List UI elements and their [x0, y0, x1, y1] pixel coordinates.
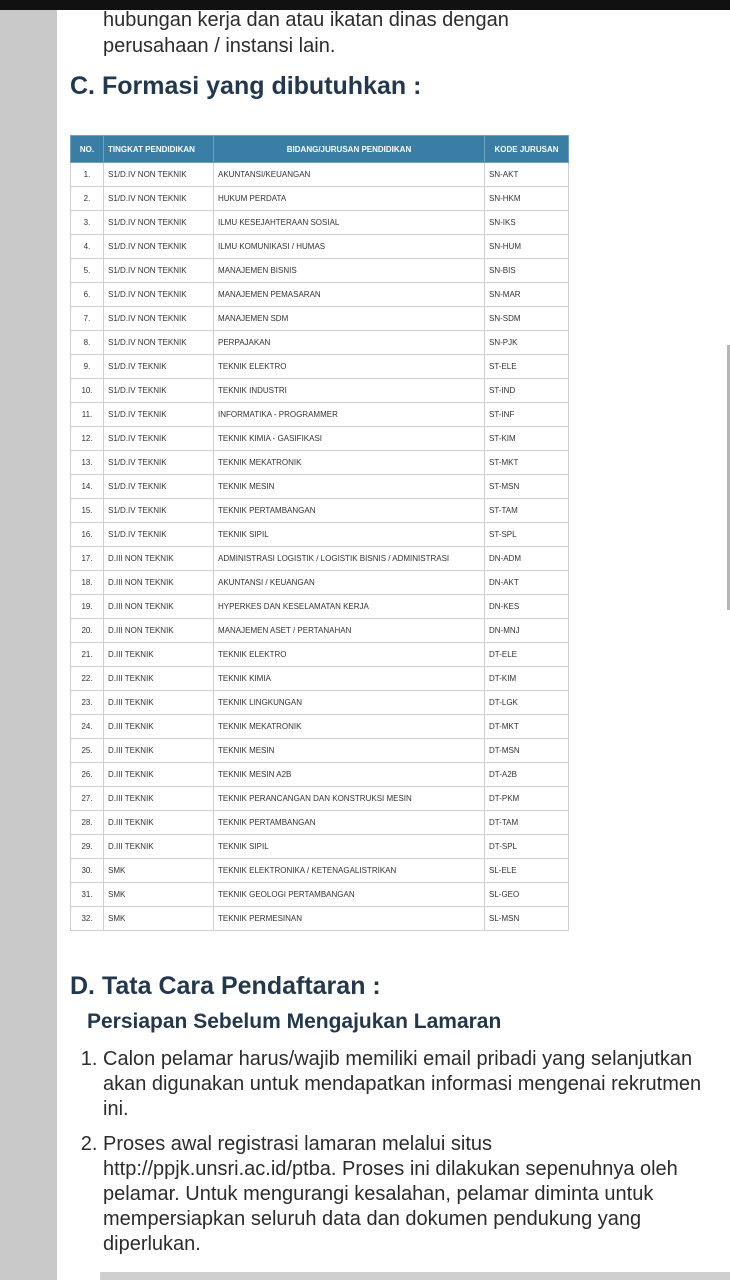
cell-bidang-jurusan: TEKNIK SIPIL [214, 835, 485, 859]
cell-bidang-jurusan: ILMU KESEJAHTERAAN SOSIAL [214, 211, 485, 235]
table-row [71, 571, 569, 595]
table-row [71, 547, 569, 571]
cell-kode-jurusan: SN-AKT [485, 163, 569, 187]
cell-bidang-jurusan: TEKNIK ELEKTRO [214, 643, 485, 667]
table-row [71, 835, 569, 859]
cell-bidang-jurusan: MANAJEMEN PEMASARAN [214, 283, 485, 307]
cell-bidang-jurusan: AKUNTANSI/KEUANGAN [214, 163, 485, 187]
cell-kode-jurusan: SN-BIS [485, 259, 569, 283]
table-row [71, 595, 569, 619]
cell-bidang-jurusan: TEKNIK GEOLOGI PERTAMBANGAN [214, 883, 485, 907]
cell-no: 21. [71, 643, 104, 667]
cell-tingkat-pendidikan: D.III TEKNIK [104, 715, 214, 739]
cell-kode-jurusan: DT-A2B [485, 763, 569, 787]
table-row [71, 499, 569, 523]
cell-kode-jurusan: SL-ELE [485, 859, 569, 883]
cell-kode-jurusan: DT-SPL [485, 835, 569, 859]
table-header-row [71, 136, 569, 163]
cell-tingkat-pendidikan: S1/D.IV TEKNIK [104, 499, 214, 523]
cell-kode-jurusan: ST-MKT [485, 451, 569, 475]
cell-no: 9. [71, 355, 104, 379]
cell-no: 20. [71, 619, 104, 643]
cell-kode-jurusan: DT-ELE [485, 643, 569, 667]
cell-tingkat-pendidikan: S1/D.IV NON TEKNIK [104, 163, 214, 187]
registration-steps-list [79, 1047, 703, 1267]
page-left-margin [0, 10, 57, 1280]
cell-kode-jurusan: DN-KES [485, 595, 569, 619]
cell-no: 29. [71, 835, 104, 859]
cell-kode-jurusan: ST-INF [485, 403, 569, 427]
table-row [71, 331, 569, 355]
cell-no: 28. [71, 811, 104, 835]
formasi-table [70, 135, 569, 931]
cell-kode-jurusan: DN-ADM [485, 547, 569, 571]
cell-tingkat-pendidikan: SMK [104, 907, 214, 931]
cell-no: 13. [71, 451, 104, 475]
cell-no: 5. [71, 259, 104, 283]
cell-kode-jurusan: DT-LGK [485, 691, 569, 715]
section-c-heading: C. Formasi yang dibutuhkan : [70, 72, 422, 100]
table-row [71, 619, 569, 643]
cell-no: 17. [71, 547, 104, 571]
cell-no: 1. [71, 163, 104, 187]
cell-kode-jurusan: SN-PJK [485, 331, 569, 355]
cell-bidang-jurusan: TEKNIK PERMESINAN [214, 907, 485, 931]
previous-line-1: hubungan kerja dan atau ikatan dinas dengan [103, 10, 509, 31]
table-row [71, 283, 569, 307]
cell-no: 7. [71, 307, 104, 331]
table-row [71, 787, 569, 811]
cell-bidang-jurusan: TEKNIK ELEKTRO [214, 355, 485, 379]
article-content [57, 10, 730, 1280]
cell-tingkat-pendidikan: D.III TEKNIK [104, 667, 214, 691]
cell-kode-jurusan: SN-MAR [485, 283, 569, 307]
table-row [71, 907, 569, 931]
cell-tingkat-pendidikan: S1/D.IV TEKNIK [104, 355, 214, 379]
cell-kode-jurusan: DT-TAM [485, 811, 569, 835]
header-tingkat-pendidikan: TINGKAT PENDIDIKAN [104, 136, 214, 163]
cell-kode-jurusan: DT-PKM [485, 787, 569, 811]
table-row [71, 475, 569, 499]
cell-no: 27. [71, 787, 104, 811]
previous-line-2: perusahaan / instansi lain. [103, 35, 336, 57]
cell-bidang-jurusan: TEKNIK KIMIA - GASIFIKASI [214, 427, 485, 451]
cell-kode-jurusan: ST-KIM [485, 427, 569, 451]
cell-tingkat-pendidikan: SMK [104, 883, 214, 907]
cell-no: 23. [71, 691, 104, 715]
cell-tingkat-pendidikan: SMK [104, 859, 214, 883]
cell-no: 2. [71, 187, 104, 211]
cell-tingkat-pendidikan: S1/D.IV TEKNIK [104, 523, 214, 547]
cell-tingkat-pendidikan: S1/D.IV NON TEKNIK [104, 211, 214, 235]
table-row [71, 355, 569, 379]
cell-tingkat-pendidikan: S1/D.IV TEKNIK [104, 451, 214, 475]
cell-bidang-jurusan: HUKUM PERDATA [214, 187, 485, 211]
table-row [71, 667, 569, 691]
cell-tingkat-pendidikan: D.III TEKNIK [104, 691, 214, 715]
table-row [71, 691, 569, 715]
cell-tingkat-pendidikan: D.III TEKNIK [104, 763, 214, 787]
cell-no: 30. [71, 859, 104, 883]
table-row [71, 715, 569, 739]
cell-tingkat-pendidikan: D.III NON TEKNIK [104, 595, 214, 619]
cell-tingkat-pendidikan: D.III TEKNIK [104, 643, 214, 667]
cell-no: 11. [71, 403, 104, 427]
cell-bidang-jurusan: TEKNIK KIMIA [214, 667, 485, 691]
cell-bidang-jurusan: TEKNIK SIPIL [214, 523, 485, 547]
table-row [71, 211, 569, 235]
table-row [71, 859, 569, 883]
cell-no: 4. [71, 235, 104, 259]
cell-bidang-jurusan: TEKNIK LINGKUNGAN [214, 691, 485, 715]
cell-bidang-jurusan: TEKNIK MESIN A2B [214, 763, 485, 787]
header-no: NO. [71, 136, 104, 163]
cell-tingkat-pendidikan: S1/D.IV NON TEKNIK [104, 331, 214, 355]
cell-no: 14. [71, 475, 104, 499]
cell-kode-jurusan: SL-GEO [485, 883, 569, 907]
cell-kode-jurusan: SN-IKS [485, 211, 569, 235]
section-d-subheading: Persiapan Sebelum Mengajukan Lamaran [87, 1010, 502, 1033]
cell-no: 25. [71, 739, 104, 763]
cell-bidang-jurusan: TEKNIK ELEKTRONIKA / KETENAGALISTRIKAN [214, 859, 485, 883]
cell-bidang-jurusan: TEKNIK MESIN [214, 739, 485, 763]
table-row [71, 763, 569, 787]
table-row [71, 451, 569, 475]
cell-tingkat-pendidikan: S1/D.IV TEKNIK [104, 379, 214, 403]
cell-bidang-jurusan: INFORMATIKA - PROGRAMMER [214, 403, 485, 427]
cell-bidang-jurusan: MANAJEMEN BISNIS [214, 259, 485, 283]
header-bidang-jurusan: BIDANG/JURUSAN PENDIDIKAN [214, 136, 485, 163]
cell-kode-jurusan: SN-HUM [485, 235, 569, 259]
cell-no: 19. [71, 595, 104, 619]
cell-kode-jurusan: ST-ELE [485, 355, 569, 379]
cell-no: 15. [71, 499, 104, 523]
cell-kode-jurusan: ST-MSN [485, 475, 569, 499]
cell-no: 8. [71, 331, 104, 355]
cell-no: 26. [71, 763, 104, 787]
cell-kode-jurusan: DN-MNJ [485, 619, 569, 643]
cell-no: 22. [71, 667, 104, 691]
status-bar [0, 0, 730, 10]
cell-kode-jurusan: SN-SDM [485, 307, 569, 331]
cell-no: 10. [71, 379, 104, 403]
cell-kode-jurusan: ST-SPL [485, 523, 569, 547]
step-item-1: 1. Calon pelamar harus/wajib memiliki email pribadi yang selanjutkan akan digunakan untuk mendapatkan informasi mengenai rekrutmen ini. [103, 1047, 703, 1122]
table-row [71, 811, 569, 835]
cell-tingkat-pendidikan: S1/D.IV NON TEKNIK [104, 283, 214, 307]
table-row [71, 259, 569, 283]
next-item-partial [100, 1272, 730, 1280]
cell-tingkat-pendidikan: S1/D.IV NON TEKNIK [104, 259, 214, 283]
table-row [71, 307, 569, 331]
cell-kode-jurusan: ST-IND [485, 379, 569, 403]
cell-tingkat-pendidikan: D.III NON TEKNIK [104, 571, 214, 595]
cell-tingkat-pendidikan: S1/D.IV NON TEKNIK [104, 235, 214, 259]
cell-no: 6. [71, 283, 104, 307]
table-row [71, 427, 569, 451]
cell-bidang-jurusan: AKUNTANSI / KEUANGAN [214, 571, 485, 595]
cell-bidang-jurusan: HYPERKES DAN KESELAMATAN KERJA [214, 595, 485, 619]
header-kode-jurusan: KODE JURUSAN [485, 136, 569, 163]
cell-no: 18. [71, 571, 104, 595]
cell-bidang-jurusan: MANAJEMEN SDM [214, 307, 485, 331]
cell-bidang-jurusan: TEKNIK PERANCANGAN DAN KONSTRUKSI MESIN [214, 787, 485, 811]
cell-bidang-jurusan: TEKNIK INDUSTRI [214, 379, 485, 403]
table-row [71, 523, 569, 547]
table-row [71, 235, 569, 259]
cell-tingkat-pendidikan: D.III TEKNIK [104, 811, 214, 835]
table-row [71, 739, 569, 763]
cell-no: 12. [71, 427, 104, 451]
cell-tingkat-pendidikan: D.III NON TEKNIK [104, 619, 214, 643]
table-row [71, 163, 569, 187]
cell-no: 16. [71, 523, 104, 547]
cell-kode-jurusan: SL-MSN [485, 907, 569, 931]
table-body [71, 163, 569, 931]
cell-tingkat-pendidikan: D.III NON TEKNIK [104, 547, 214, 571]
table-row [71, 379, 569, 403]
cell-kode-jurusan: ST-TAM [485, 499, 569, 523]
cell-kode-jurusan: DT-MSN [485, 739, 569, 763]
step-item-2: 2. Proses awal registrasi lamaran melalui situs http://ppjk.unsri.ac.id/ptba. Proses ini dilakukan sepenuhnya oleh pelamar. Untuk mengurangi kesalahan, pelamar diminta untuk mempersiapkan seluruh data dan dokumen pendukung yang diperlukan. [103, 1132, 703, 1257]
cell-kode-jurusan: DT-MKT [485, 715, 569, 739]
cell-tingkat-pendidikan: S1/D.IV NON TEKNIK [104, 187, 214, 211]
cell-kode-jurusan: DN-AKT [485, 571, 569, 595]
cell-bidang-jurusan: ILMU KOMUNIKASI / HUMAS [214, 235, 485, 259]
cell-no: 24. [71, 715, 104, 739]
cell-tingkat-pendidikan: S1/D.IV TEKNIK [104, 403, 214, 427]
cell-no: 3. [71, 211, 104, 235]
cell-tingkat-pendidikan: S1/D.IV NON TEKNIK [104, 307, 214, 331]
cell-bidang-jurusan: MANAJEMEN ASET / PERTANAHAN [214, 619, 485, 643]
cell-kode-jurusan: DT-KIM [485, 667, 569, 691]
cell-tingkat-pendidikan: S1/D.IV TEKNIK [104, 427, 214, 451]
cell-bidang-jurusan: PERPAJAKAN [214, 331, 485, 355]
table-row [71, 187, 569, 211]
cell-bidang-jurusan: TEKNIK PERTAMBANGAN [214, 811, 485, 835]
cell-bidang-jurusan: TEKNIK MEKATRONIK [214, 715, 485, 739]
cell-tingkat-pendidikan: D.III TEKNIK [104, 835, 214, 859]
table-row [71, 403, 569, 427]
cell-bidang-jurusan: ADMINISTRASI LOGISTIK / LOGISTIK BISNIS / ADMINISTRASI [214, 547, 485, 571]
cell-tingkat-pendidikan: D.III TEKNIK [104, 739, 214, 763]
cell-bidang-jurusan: TEKNIK MEKATRONIK [214, 451, 485, 475]
cell-no: 32. [71, 907, 104, 931]
section-d-heading: D. Tata Cara Pendaftaran : [70, 972, 381, 1000]
cell-tingkat-pendidikan: S1/D.IV TEKNIK [104, 475, 214, 499]
table-row [71, 883, 569, 907]
table-row [71, 643, 569, 667]
cell-bidang-jurusan: TEKNIK MESIN [214, 475, 485, 499]
cell-no: 31. [71, 883, 104, 907]
previous-paragraph [103, 10, 509, 59]
cell-kode-jurusan: SN-HKM [485, 187, 569, 211]
cell-bidang-jurusan: TEKNIK PERTAMBANGAN [214, 499, 485, 523]
cell-tingkat-pendidikan: D.III TEKNIK [104, 787, 214, 811]
